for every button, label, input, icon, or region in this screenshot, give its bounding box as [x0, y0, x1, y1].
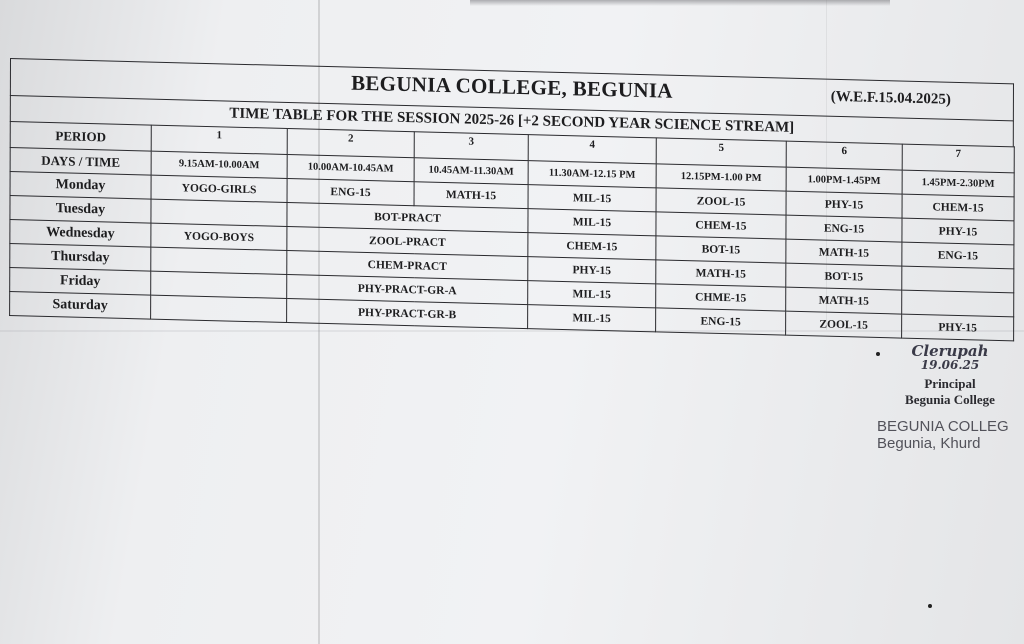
practical-cell: CHEM-PRACT	[287, 251, 528, 281]
handwritten-signature: Clerupah	[911, 342, 989, 360]
practical-cell: PHY-PRACT-GR-A	[287, 275, 528, 305]
class-cell: YOGO-GIRLS	[151, 175, 287, 202]
time-slot: 1.45PM-2.30PM	[902, 170, 1014, 197]
days-time-header: DAYS / TIME	[10, 148, 151, 176]
paper-shadow-edge	[470, 0, 890, 6]
class-cell: ZOOL-15	[656, 188, 786, 215]
time-slot: 9.15AM-10.00AM	[151, 151, 287, 178]
class-cell: MATH-15	[786, 287, 902, 314]
class-cell: PHY-15	[786, 191, 902, 218]
timetable-sheet	[9, 58, 1014, 355]
class-cell: YOGO-BOYS	[151, 223, 287, 250]
stamp-line-2: Begunia, Khurd	[877, 435, 981, 452]
period-number: 1	[151, 125, 287, 154]
period-number: 6	[786, 141, 902, 170]
class-cell	[902, 266, 1014, 293]
class-cell: MIL-15	[528, 185, 656, 212]
time-slot: 1.00PM-1.45PM	[786, 167, 902, 194]
class-cell: CHEM-15	[656, 212, 786, 239]
class-cell: MATH-15	[786, 239, 902, 266]
ink-speck	[928, 604, 932, 608]
day-label: Tuesday	[10, 196, 151, 224]
class-cell: CHME-15	[656, 284, 786, 311]
day-label: Wednesday	[10, 219, 151, 247]
class-cell	[151, 247, 287, 274]
class-cell: BOT-15	[786, 263, 902, 290]
class-cell: ENG-15	[902, 242, 1014, 269]
class-cell: CHEM-15	[528, 233, 656, 260]
period-number: 4	[528, 135, 656, 164]
day-label: Saturday	[10, 291, 151, 319]
period-number: 2	[287, 129, 414, 158]
principal-title: Principal	[924, 376, 976, 391]
ink-speck	[876, 352, 880, 356]
class-cell: MIL-15	[528, 281, 656, 308]
principal-signature-block	[870, 342, 1024, 408]
period-header: PERIOD	[10, 122, 151, 152]
class-cell	[151, 199, 287, 226]
effective-date: (W.E.F.15.04.2025)	[830, 88, 951, 108]
time-slot: 11.30AM-12.15 PM	[528, 161, 656, 188]
class-cell: MIL-15	[528, 305, 656, 332]
practical-cell: ZOOL-PRACT	[287, 227, 528, 257]
class-cell: MIL-15	[528, 209, 656, 236]
day-label: Friday	[10, 267, 151, 295]
period-number: 7	[902, 144, 1014, 173]
class-cell: ENG-15	[656, 308, 786, 335]
college-title: BEGUNIA COLLEGE, BEGUNIA	[351, 70, 673, 103]
day-label: Monday	[10, 172, 151, 200]
signature-date: 19.06.25	[920, 358, 980, 372]
timetable-grid	[9, 121, 1015, 341]
principal-institution: Begunia College	[905, 392, 995, 407]
timetable-subtitle: TIME TABLE FOR THE SESSION 2025-26 [+2 SECOND YEAR SCIENCE STREAM]	[10, 95, 1014, 146]
time-slot: 10.00AM-10.45AM	[287, 155, 414, 182]
class-cell	[151, 271, 287, 298]
class-cell: PHY-15	[528, 257, 656, 284]
class-cell: PHY-15	[902, 218, 1014, 245]
class-cell: MATH-15	[414, 182, 528, 209]
class-cell: BOT-15	[656, 236, 786, 263]
period-number: 3	[414, 132, 528, 161]
class-cell: CHEM-15	[902, 194, 1014, 221]
practical-cell: BOT-PRACT	[287, 203, 528, 233]
stamp-line-1: BEGUNIA COLLEG	[877, 418, 1009, 435]
class-cell: ENG-15	[287, 179, 414, 206]
time-slot: 10.45AM-11.30AM	[414, 158, 528, 185]
class-cell: ZOOL-15	[786, 311, 902, 338]
class-cell	[902, 290, 1014, 317]
class-cell: ENG-15	[786, 215, 902, 242]
class-cell: PHY-15	[902, 314, 1014, 341]
period-number: 5	[656, 138, 786, 167]
college-stamp	[877, 418, 1009, 452]
class-cell: MATH-15	[656, 260, 786, 287]
day-label: Thursday	[10, 243, 151, 271]
time-slot: 12.15PM-1.00 PM	[656, 164, 786, 191]
practical-cell: PHY-PRACT-GR-B	[287, 299, 528, 329]
class-cell	[151, 295, 287, 322]
